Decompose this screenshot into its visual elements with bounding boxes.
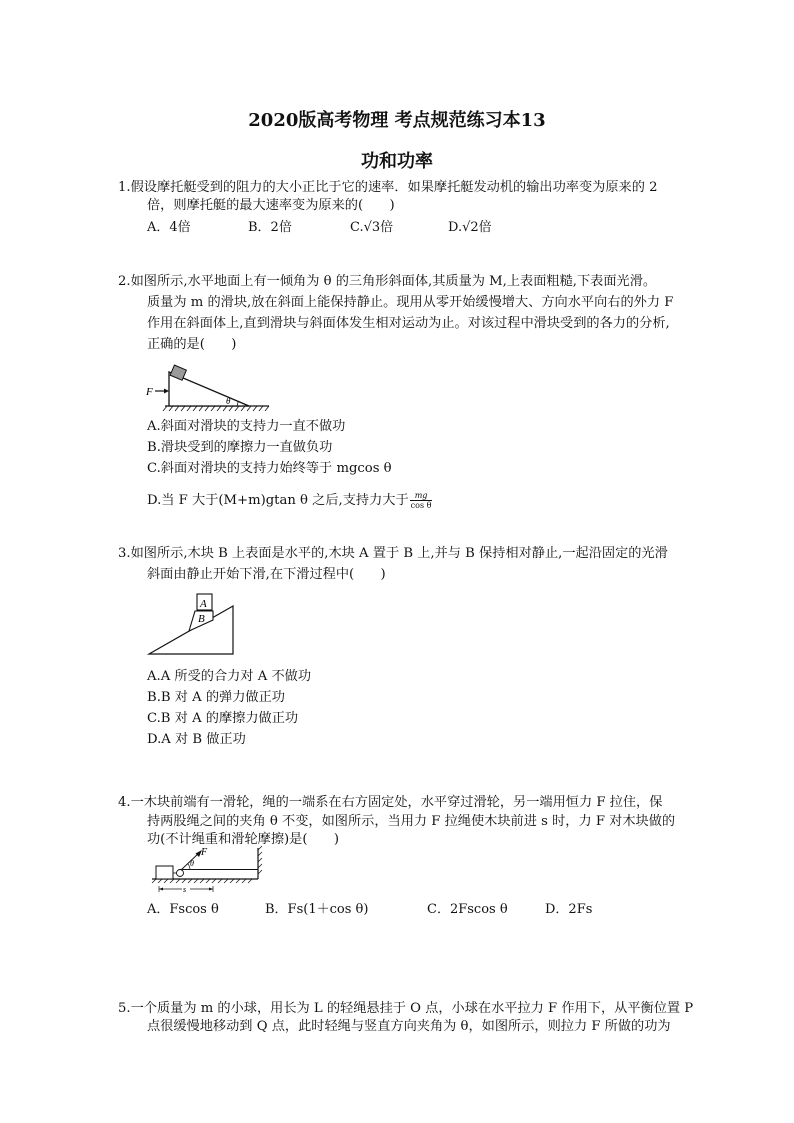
option-b: B.B 对 A 的弹力做正功 <box>147 690 285 705</box>
option-d: D.A 对 B 做正功 <box>147 732 246 747</box>
question-text-line: 点很缓慢地移动到 Q 点，此时轻绳与竖直方向夹角为 θ，如图所示，则拉力 F 所做的功为 <box>147 1019 671 1034</box>
option-d: D.√2倍 <box>448 220 492 235</box>
option-c: C.√3倍 <box>350 220 394 235</box>
option-a: A．4倍 <box>147 220 191 235</box>
document-title: 2020版高考物理 考点规范练习本13 <box>248 110 546 131</box>
angle-label: θ <box>190 859 194 868</box>
question-text-line: 3.如图所示,木块 B 上表面是水平的,木块 A 置于 B 上,并与 B 保持相对静止,一起沿固定的光滑 <box>118 546 668 561</box>
fraction <box>410 491 433 510</box>
question-text-line: 作用在斜面体上,直到滑块与斜面体发生相对运动为止。对该过程中滑块受到的各力的分析, <box>147 316 670 331</box>
question-text-line: 斜面由静止开始下滑,在下滑过程中( ) <box>147 567 386 582</box>
question-text-line: 4.一木块前端有一滑轮，绳的一端系在右方固定处，水平穿过滑轮，另一端用恒力 F 拉住，保 <box>118 795 663 810</box>
option-b: B．Fs(1＋cos θ) <box>265 902 369 917</box>
option-b: B．2倍 <box>248 220 292 235</box>
question-text-line: 5.一个质量为 m 的小球，用长为 L 的轻绳悬挂于 O 点，小球在水平拉力 F 作用下，从平衡位置 P <box>118 1001 694 1016</box>
force-label: F <box>146 386 153 398</box>
distance-label: s <box>183 885 187 894</box>
option-a: A.斜面对滑块的支持力一直不做功 <box>147 419 346 434</box>
option-b: B.滑块受到的摩擦力一直做负功 <box>147 440 333 455</box>
question-text-line: 倍，则摩托艇的最大速率变为原来的( ) <box>147 198 395 213</box>
option-d <box>147 491 432 510</box>
question-text-line: 1.假设摩托艇受到的阻力的大小正比于它的速率．如果摩托艇发动机的输出功率变为原来的 2 <box>118 180 658 195</box>
option-c: C.B 对 A 的摩擦力做正功 <box>147 711 299 726</box>
document-subtitle: 功和功率 <box>361 151 433 172</box>
fraction-denominator: cos θ <box>410 501 432 510</box>
incline-block-figure <box>145 362 275 412</box>
question-text-line: 功(不计绳重和滑轮摩擦)是( ) <box>147 832 340 847</box>
question-text-line: 2.如图所示,水平地面上有一倾角为 θ 的三角形斜面体,其质量为 M,上表面粗糙,下表面光滑。 <box>118 274 657 289</box>
question-text-line: 正确的是( ) <box>147 337 237 352</box>
option-a: A．Fscos θ <box>147 902 219 917</box>
option-a: A.A 所受的合力对 A 不做功 <box>147 669 312 684</box>
option-d: D．2Fs <box>545 902 593 917</box>
fraction-numerator: mg <box>410 491 433 501</box>
question-text-line: 质量为 m 的滑块,放在斜面上能保持静止。现用从零开始缓慢增大、方向水平向右的外力 F <box>147 295 674 310</box>
block-a-label: A <box>200 598 207 610</box>
pulley-block-figure <box>150 846 270 896</box>
angle-label: θ <box>226 396 231 406</box>
option-d-text: D.当 F 大于(M+m)gtan θ 之后,支持力大于 <box>147 493 409 508</box>
block-b-label: B <box>198 613 205 625</box>
stacked-blocks-incline-figure <box>147 588 247 658</box>
option-c: C．2Fscos θ <box>427 902 508 917</box>
option-c: C.斜面对滑块的支持力始终等于 mgcos θ <box>147 461 392 476</box>
force-label: F <box>201 847 208 858</box>
question-text-line: 持两股绳之间的夹角 θ 不变，如图所示，当用力 F 拉绳使木块前进 s 时，力 F 对木块做的 <box>147 814 676 829</box>
